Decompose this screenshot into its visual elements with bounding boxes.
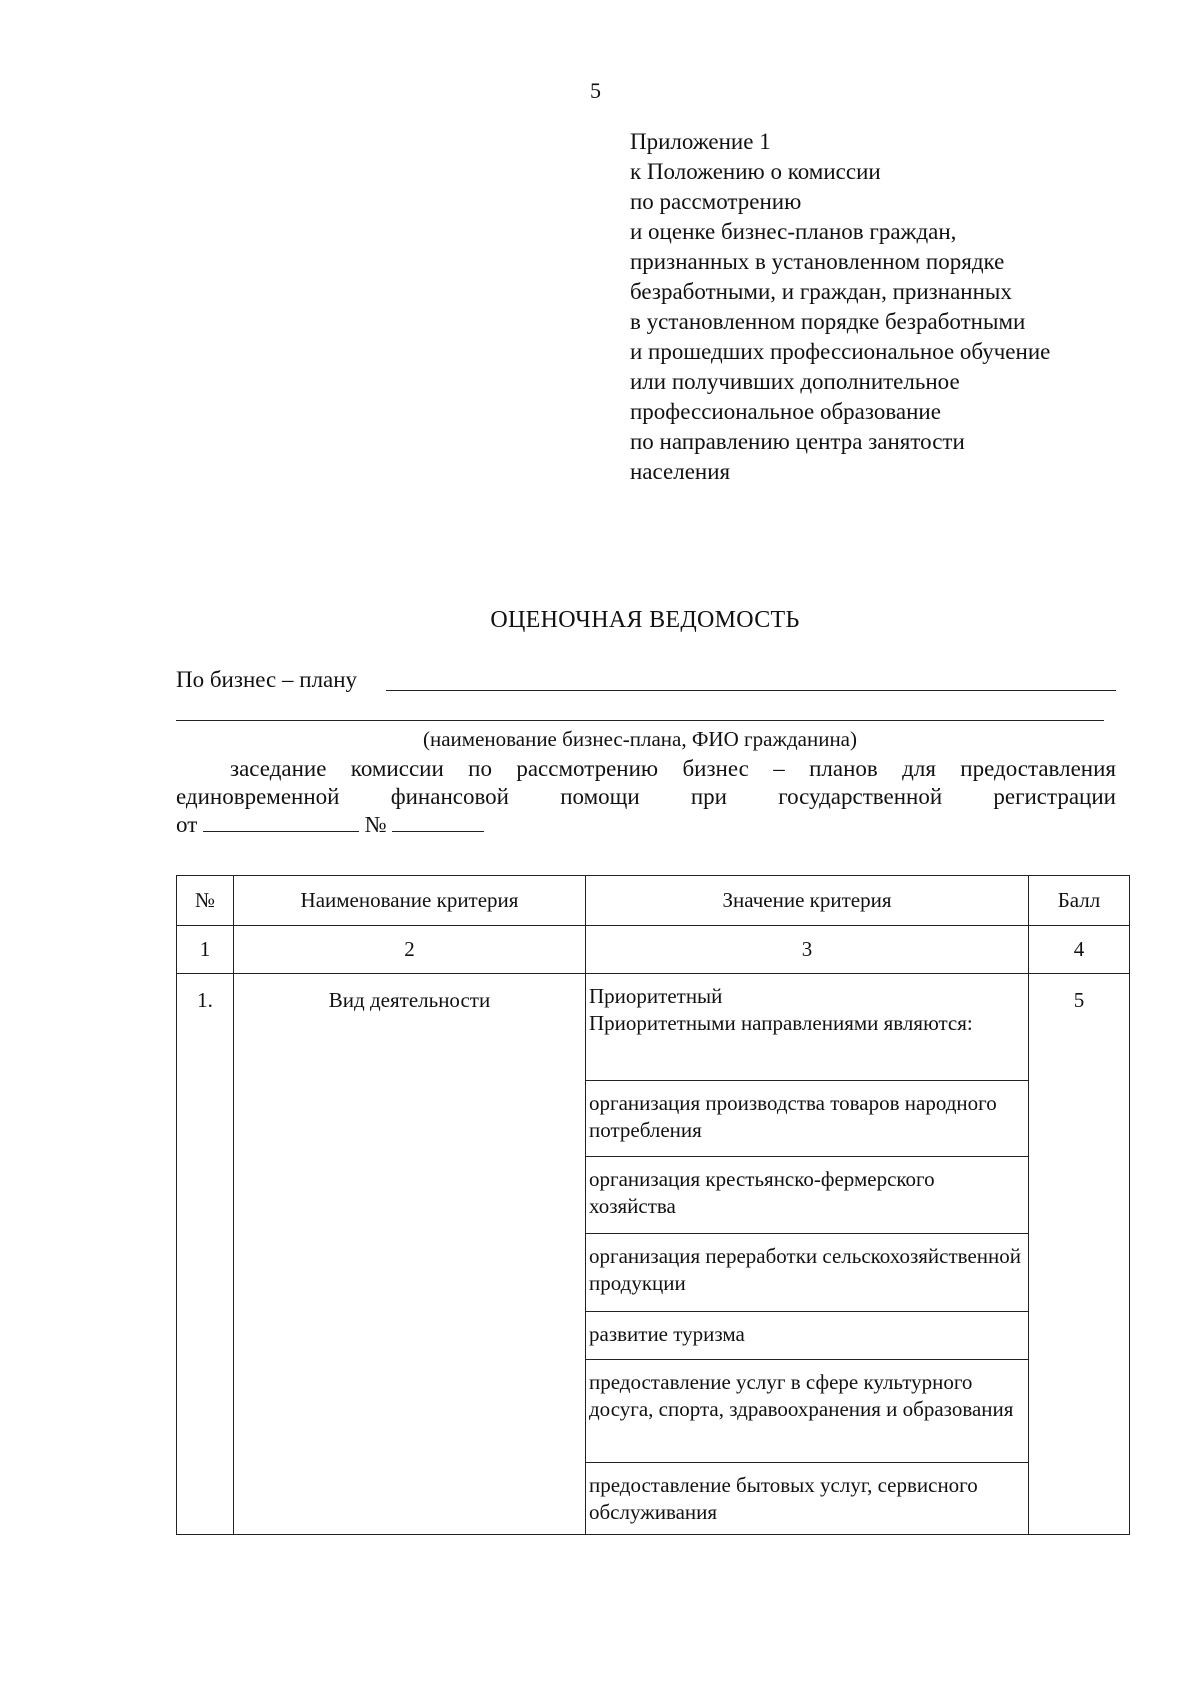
business-plan-label: По бизнес – плану	[176, 667, 358, 692]
appendix-line: признанных в установленном порядке	[630, 249, 1005, 274]
header-criterion-name: Наименование критерия	[234, 876, 586, 926]
criterion-name: Вид деятельности	[234, 974, 586, 1535]
header-score: Балл	[1029, 876, 1130, 926]
appendix-line: населения	[630, 459, 731, 484]
appendix-line: по направлению центра занятости	[630, 429, 965, 454]
criterion-values	[586, 974, 1029, 1535]
appendix-line: по рассмотрению	[630, 189, 802, 214]
appendix-line: Приложение 1	[630, 129, 771, 154]
number-label: №	[364, 812, 387, 837]
appendix-line: или получивших дополнительное	[630, 369, 960, 394]
appendix-note	[630, 127, 1050, 487]
business-plan-blank-line-2	[176, 720, 1104, 721]
appendix-line: в установленном порядке безработными	[630, 309, 1026, 334]
appendix-line: безработными, и граждан, признанных	[630, 279, 1012, 304]
header-num: №	[177, 876, 234, 926]
meeting-line-3	[176, 811, 1116, 839]
criterion-value-item: Приоритетный Приоритетными направлениями являются:	[586, 974, 1028, 1081]
number-blank	[392, 813, 484, 832]
table-index-row	[177, 926, 1130, 974]
criterion-value-item: предоставление бытовых услуг, сервисного обслуживания	[589, 1473, 978, 1524]
index-cell: 3	[586, 926, 1029, 974]
criterion-value-item: развитие туризма	[586, 1312, 1028, 1360]
criterion-value-item: организация производства товаров народного потребления	[586, 1081, 1028, 1157]
index-cell: 2	[234, 926, 586, 974]
criterion-value-item: организация переработки сельскохозяйственной продукции	[586, 1234, 1028, 1312]
criterion-value-item: организация крестьянско-фермерского хозяйства	[586, 1157, 1028, 1234]
appendix-line: к Положению о комиссии	[630, 159, 881, 184]
table-row	[177, 974, 1130, 1535]
meeting-line-1: заседание комиссии по рассмотрению бизнес – планов для предоставления	[230, 756, 1116, 781]
from-label: от	[176, 812, 198, 837]
index-cell: 4	[1029, 926, 1130, 974]
header-criterion-value: Значение критерия	[586, 876, 1029, 926]
document-title: ОЦЕНОЧНАЯ ВЕДОМОСТЬ	[490, 607, 800, 633]
meeting-line-2: единовременной финансовой помощи при государственной регистрации	[176, 784, 1116, 809]
row-number: 1.	[177, 974, 234, 1535]
page-number: 5	[590, 78, 601, 103]
appendix-line: профессиональное образование	[630, 399, 941, 424]
table-header-row	[177, 876, 1130, 926]
criterion-score: 5	[1029, 974, 1130, 1535]
date-blank	[203, 813, 359, 832]
business-plan-blank-line	[386, 690, 1116, 691]
appendix-line: и оценке бизнес-планов граждан,	[630, 219, 957, 244]
meeting-paragraph	[176, 755, 1116, 839]
criteria-table	[176, 875, 1130, 1535]
appendix-line: и прошедших профессиональное обучение	[630, 339, 1051, 364]
criterion-value-item: предоставление услуг в сфере культурного досуга, спорта, здравоохранения и образования	[586, 1360, 1028, 1463]
index-cell: 1	[177, 926, 234, 974]
business-plan-caption: (наименование бизнес-плана, ФИО гражданина)	[422, 727, 857, 751]
